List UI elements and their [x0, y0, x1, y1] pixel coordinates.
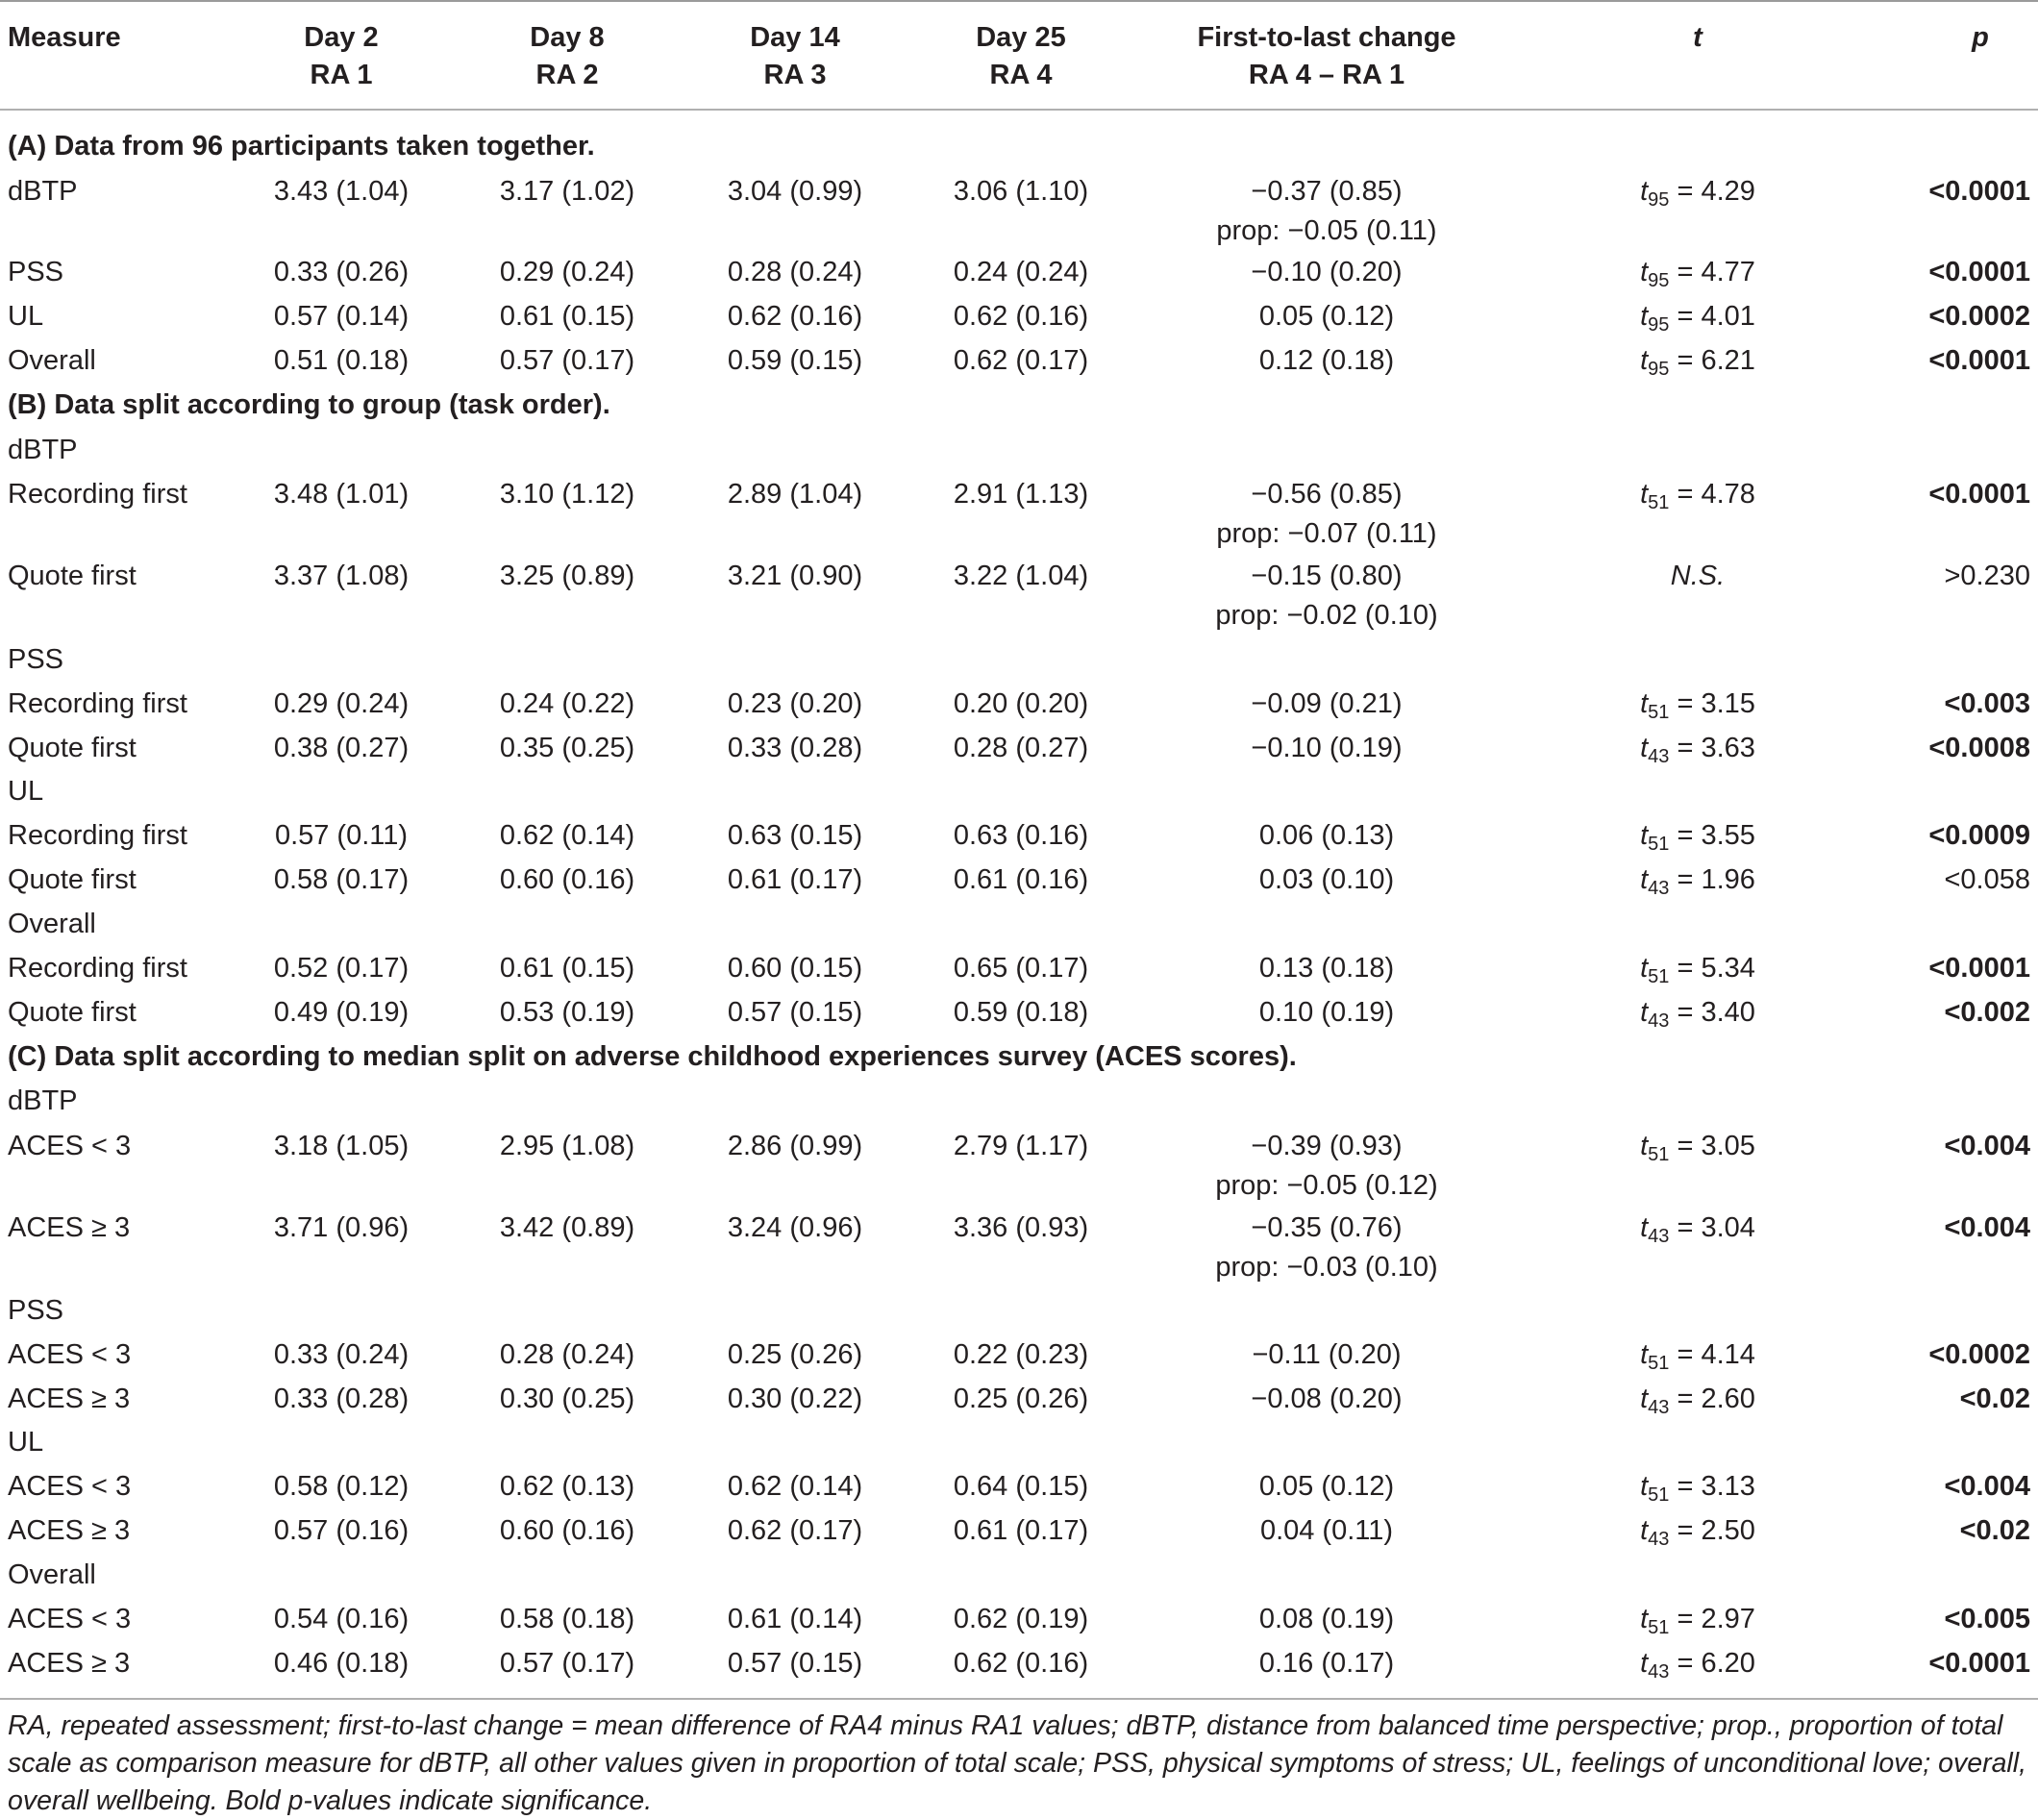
- row-label: Quote first: [8, 733, 137, 763]
- day2-value: 0.57 (0.14): [273, 301, 410, 332]
- row-label: Quote first: [8, 997, 137, 1028]
- t-value: = 4.77: [1669, 257, 1755, 287]
- t-df: 95: [1648, 314, 1670, 336]
- day25-value: 0.63 (0.16): [953, 820, 1089, 851]
- t-df: 43: [1648, 1661, 1670, 1683]
- day14-value: 0.60 (0.15): [727, 953, 863, 984]
- t-value: = 3.63: [1669, 733, 1755, 763]
- t-symbol: t: [1640, 345, 1649, 376]
- t-value: = 4.01: [1669, 301, 1755, 332]
- day25-value: 0.25 (0.26): [953, 1384, 1089, 1414]
- change-value: −0.56 (0.85): [1251, 479, 1403, 510]
- day14-value: 0.23 (0.20): [727, 688, 863, 719]
- table-row: [0, 769, 2038, 813]
- p-value: <0.0001: [1928, 257, 2030, 287]
- prop-value: prop: −0.05 (0.11): [1216, 215, 1437, 246]
- row-label: UL: [8, 776, 44, 807]
- row-label: PSS: [8, 644, 64, 675]
- table-row: [0, 1553, 2038, 1597]
- t-value: = 3.05: [1669, 1131, 1755, 1161]
- table-row: [0, 1206, 2038, 1250]
- t-value: = 4.29: [1669, 176, 1755, 207]
- day25-value: 0.62 (0.16): [953, 301, 1089, 332]
- section-heading: [0, 1035, 2038, 1079]
- day25-value: 0.64 (0.15): [953, 1471, 1089, 1502]
- day8-value: 0.60 (0.16): [499, 864, 635, 895]
- table-row: [0, 858, 2038, 902]
- p-value: <0.0001: [1928, 345, 2030, 376]
- t-symbol: t: [1640, 257, 1649, 287]
- day8-value: 0.24 (0.22): [499, 688, 635, 719]
- day8-value: 2.95 (1.08): [499, 1131, 635, 1161]
- t-value: = 6.20: [1669, 1648, 1755, 1679]
- header-day2: Day 2 RA 1: [304, 22, 379, 90]
- day2-value: 0.57 (0.11): [274, 820, 409, 851]
- day8-value: 0.53 (0.19): [499, 997, 635, 1028]
- day8-value: 0.62 (0.13): [499, 1471, 635, 1502]
- prop-value: prop: −0.03 (0.10): [1215, 1252, 1438, 1283]
- t-df: 95: [1648, 189, 1670, 211]
- day2-value: 0.58 (0.12): [273, 1471, 410, 1502]
- day2-value: 0.49 (0.19): [273, 997, 410, 1028]
- row-label: ACES < 3: [8, 1471, 132, 1502]
- row-label: ACES ≥ 3: [8, 1648, 131, 1679]
- day2-value: 0.46 (0.18): [273, 1648, 410, 1679]
- t-symbol: t: [1640, 479, 1649, 510]
- day2-value: 3.43 (1.04): [273, 176, 410, 207]
- p-value: <0.02: [1959, 1384, 2030, 1414]
- day2-value: 0.38 (0.27): [273, 733, 410, 763]
- table-row: [0, 1124, 2038, 1168]
- row-label: dBTP: [8, 1085, 78, 1116]
- t-symbol: t: [1640, 1515, 1649, 1546]
- t-statistic: [1553, 1206, 1842, 1259]
- row-label: ACES ≥ 3: [8, 1515, 131, 1546]
- row-label: Quote first: [8, 561, 137, 591]
- table-row: [0, 294, 2038, 338]
- p-value: <0.0001: [1928, 1648, 2030, 1679]
- day25-value: 0.22 (0.23): [953, 1339, 1089, 1370]
- day25-value: 0.59 (0.18): [953, 997, 1089, 1028]
- t-df: 51: [1648, 1144, 1670, 1165]
- p-value: <0.003: [1944, 688, 2030, 719]
- table-row: [0, 169, 2038, 213]
- change-value: 0.05 (0.12): [1258, 301, 1395, 332]
- p-value: <0.058: [1944, 864, 2030, 895]
- day8-value: 0.61 (0.15): [499, 953, 635, 984]
- table-row: [0, 1508, 2038, 1553]
- t-df: 43: [1648, 1010, 1670, 1032]
- change-value: 0.16 (0.17): [1258, 1648, 1395, 1679]
- day25-value: 3.36 (0.93): [953, 1212, 1089, 1243]
- header-day14: Day 14 RA 3: [750, 22, 840, 90]
- table-row: [0, 472, 2038, 516]
- day14-value: 0.30 (0.22): [727, 1384, 863, 1414]
- t-df: 51: [1648, 1484, 1670, 1506]
- change-value: −0.09 (0.21): [1251, 688, 1403, 719]
- prop-value: prop: −0.05 (0.12): [1215, 1170, 1438, 1201]
- day25-value: 3.06 (1.10): [953, 176, 1089, 207]
- day2-value: 0.52 (0.17): [273, 953, 410, 984]
- t-symbol: t: [1640, 176, 1649, 207]
- day14-value: 0.62 (0.14): [727, 1471, 863, 1502]
- t-df: 43: [1648, 1397, 1670, 1418]
- table-row: [0, 813, 2038, 858]
- prop-value: prop: −0.02 (0.10): [1215, 600, 1438, 631]
- t-df: 51: [1648, 1617, 1670, 1638]
- t-statistic: [1553, 554, 1842, 598]
- change-value: −0.39 (0.93): [1251, 1131, 1403, 1161]
- day25-value: 2.91 (1.13): [953, 479, 1089, 510]
- change-value: −0.35 (0.76): [1251, 1212, 1403, 1243]
- t-statistic: [1553, 1124, 1842, 1177]
- day25-value: 0.61 (0.16): [953, 864, 1089, 895]
- t-df: 95: [1648, 359, 1670, 380]
- p-value: >0.230: [1944, 561, 2030, 591]
- row-label: ACES < 3: [8, 1131, 132, 1161]
- t-df: 51: [1648, 492, 1670, 513]
- change-value: −0.10 (0.20): [1251, 257, 1403, 287]
- t-symbol: t: [1640, 733, 1649, 763]
- day25-value: 0.61 (0.17): [953, 1515, 1089, 1546]
- day14-value: 0.33 (0.28): [727, 733, 863, 763]
- table-row: [0, 1288, 2038, 1333]
- day2-value: 0.58 (0.17): [273, 864, 410, 895]
- row-label: Recording first: [8, 688, 187, 719]
- t-symbol: t: [1640, 1471, 1649, 1502]
- day25-value: 0.62 (0.19): [953, 1604, 1089, 1634]
- day14-value: 0.59 (0.15): [727, 345, 863, 376]
- t-symbol: t: [1640, 953, 1649, 984]
- row-label: dBTP: [8, 176, 78, 207]
- t-value: = 1.96: [1669, 864, 1755, 895]
- day25-value: 0.62 (0.17): [953, 345, 1089, 376]
- t-value: = 6.21: [1669, 345, 1755, 376]
- row-label: Recording first: [8, 953, 187, 984]
- table-row: [0, 338, 2038, 383]
- day14-value: 2.86 (0.99): [727, 1131, 863, 1161]
- bottom-rule: [0, 1698, 2038, 1700]
- table-row: [0, 1597, 2038, 1641]
- change-value: 0.05 (0.12): [1258, 1471, 1395, 1502]
- table-row: [0, 1420, 2038, 1464]
- day14-value: 2.89 (1.04): [727, 479, 863, 510]
- header-rule: [0, 109, 2038, 111]
- p-value: <0.005: [1944, 1604, 2030, 1634]
- t-symbol: t: [1640, 301, 1649, 332]
- p-value: <0.0001: [1928, 953, 2030, 984]
- t-symbol: t: [1640, 820, 1649, 851]
- day25-value: 3.22 (1.04): [953, 561, 1089, 591]
- day8-value: 0.62 (0.14): [499, 820, 635, 851]
- day8-value: 0.29 (0.24): [499, 257, 635, 287]
- t-value: = 3.15: [1669, 688, 1755, 719]
- row-label: ACES < 3: [8, 1339, 132, 1370]
- row-label: UL: [8, 1427, 44, 1458]
- day14-value: 0.57 (0.15): [727, 1648, 863, 1679]
- section-title: (B) Data split according to group (task order).: [8, 389, 610, 420]
- t-value: = 3.55: [1669, 820, 1755, 851]
- t-df: 43: [1648, 878, 1670, 899]
- t-symbol: t: [1640, 1212, 1649, 1243]
- row-label: PSS: [8, 1295, 64, 1326]
- t-symbol: t: [1640, 1648, 1649, 1679]
- p-value: <0.0002: [1928, 301, 2030, 332]
- day2-value: 0.33 (0.24): [273, 1339, 410, 1370]
- t-df: 51: [1648, 966, 1670, 987]
- day14-value: 3.24 (0.96): [727, 1212, 863, 1243]
- t-value: = 3.04: [1669, 1212, 1755, 1243]
- day25-value: 2.79 (1.17): [953, 1131, 1089, 1161]
- day14-value: 0.61 (0.17): [727, 864, 863, 895]
- day14-value: 0.62 (0.16): [727, 301, 863, 332]
- header-p: p: [1972, 22, 1989, 53]
- change-value: 0.13 (0.18): [1258, 953, 1395, 984]
- header-change: First-to-last change RA 4 – RA 1: [1197, 22, 1456, 90]
- table-row: [0, 428, 2038, 472]
- p-value: <0.0008: [1928, 733, 2030, 763]
- t-symbol: t: [1640, 1131, 1649, 1161]
- change-value: 0.08 (0.19): [1258, 1604, 1395, 1634]
- section-title: (C) Data split according to median split on adverse childhood experiences survey (ACES scores).: [8, 1041, 1297, 1072]
- day8-value: 0.57 (0.17): [499, 1648, 635, 1679]
- day8-value: 3.10 (1.12): [499, 479, 635, 510]
- table-row: [0, 682, 2038, 726]
- t-symbol: t: [1640, 1604, 1649, 1634]
- day2-value: 3.48 (1.01): [273, 479, 410, 510]
- day8-value: 0.28 (0.24): [499, 1339, 635, 1370]
- header-day25: Day 25 RA 4: [976, 22, 1066, 90]
- day8-value: 0.30 (0.25): [499, 1384, 635, 1414]
- change-value: −0.15 (0.80): [1251, 561, 1403, 591]
- table-row: [0, 902, 2038, 946]
- t-symbol: t: [1640, 1339, 1649, 1370]
- table-row: [0, 1377, 2038, 1421]
- change-value: 0.12 (0.18): [1258, 345, 1395, 376]
- change-value: −0.10 (0.19): [1251, 733, 1403, 763]
- section-heading: [0, 383, 2038, 427]
- day2-value: 0.57 (0.16): [273, 1515, 410, 1546]
- change-value: 0.10 (0.19): [1258, 997, 1395, 1028]
- section-heading: [0, 124, 2038, 168]
- p-value: <0.004: [1944, 1212, 2030, 1243]
- t-df: 43: [1648, 746, 1670, 767]
- table-row: [0, 637, 2038, 682]
- day14-value: 0.62 (0.17): [727, 1515, 863, 1546]
- table-row: [0, 250, 2038, 294]
- row-label: Recording first: [8, 820, 187, 851]
- day8-value: 3.25 (0.89): [499, 561, 635, 591]
- t-df: 43: [1648, 1529, 1670, 1550]
- day2-value: 0.54 (0.16): [273, 1604, 410, 1634]
- day25-value: 0.65 (0.17): [953, 953, 1089, 984]
- table-row: [0, 726, 2038, 770]
- day25-value: 0.20 (0.20): [953, 688, 1089, 719]
- header-t: t: [1693, 22, 1702, 53]
- day14-value: 0.57 (0.15): [727, 997, 863, 1028]
- day8-value: 0.61 (0.15): [499, 301, 635, 332]
- t-value: = 4.14: [1669, 1339, 1755, 1370]
- p-value: <0.002: [1944, 997, 2030, 1028]
- header-measure: Measure: [8, 22, 121, 53]
- t-value: = 2.50: [1669, 1515, 1755, 1546]
- t-statistic: [1553, 1641, 1842, 1694]
- t-value: = 3.40: [1669, 997, 1755, 1028]
- p-value: <0.02: [1959, 1515, 2030, 1546]
- table-row: [0, 990, 2038, 1035]
- t-value: = 2.97: [1669, 1604, 1755, 1634]
- change-value: −0.08 (0.20): [1251, 1384, 1403, 1414]
- day14-value: 3.04 (0.99): [727, 176, 863, 207]
- row-label: ACES ≥ 3: [8, 1212, 131, 1243]
- row-label: Overall: [8, 1559, 96, 1590]
- day2-value: 3.71 (0.96): [273, 1212, 410, 1243]
- header-day8: Day 8 RA 2: [530, 22, 605, 90]
- p-value: <0.0001: [1928, 479, 2030, 510]
- day2-value: 3.18 (1.05): [273, 1131, 410, 1161]
- row-label: ACES < 3: [8, 1604, 132, 1634]
- row-label: ACES ≥ 3: [8, 1384, 131, 1414]
- t-not-significant: N.S.: [1670, 561, 1726, 591]
- p-value: <0.0001: [1928, 176, 2030, 207]
- t-value: = 5.34: [1669, 953, 1755, 984]
- row-label: UL: [8, 301, 44, 332]
- day8-value: 0.57 (0.17): [499, 345, 635, 376]
- t-df: 51: [1648, 1353, 1670, 1374]
- day8-value: 0.35 (0.25): [499, 733, 635, 763]
- change-value: 0.06 (0.13): [1258, 820, 1395, 851]
- row-label: Overall: [8, 909, 96, 939]
- change-value: 0.04 (0.11): [1259, 1515, 1394, 1546]
- p-value: <0.004: [1944, 1131, 2030, 1161]
- t-value: = 2.60: [1669, 1384, 1755, 1414]
- t-symbol: t: [1640, 1384, 1649, 1414]
- table-row: [0, 1464, 2038, 1508]
- day14-value: 0.61 (0.14): [727, 1604, 863, 1634]
- row-label: Recording first: [8, 479, 187, 510]
- p-value: <0.0002: [1928, 1339, 2030, 1370]
- t-df: 51: [1648, 702, 1670, 723]
- day2-value: 0.51 (0.18): [273, 345, 410, 376]
- row-label: Overall: [8, 345, 96, 376]
- p-value: <0.0009: [1928, 820, 2030, 851]
- row-label: PSS: [8, 257, 64, 287]
- t-value: = 3.13: [1669, 1471, 1755, 1502]
- day2-value: 0.33 (0.28): [273, 1384, 410, 1414]
- day8-value: 3.42 (0.89): [499, 1212, 635, 1243]
- day2-value: 0.29 (0.24): [273, 688, 410, 719]
- day25-value: 0.28 (0.27): [953, 733, 1089, 763]
- day8-value: 3.17 (1.02): [499, 176, 635, 207]
- row-label: Quote first: [8, 864, 137, 895]
- day8-value: 0.60 (0.16): [499, 1515, 635, 1546]
- day2-value: 3.37 (1.08): [273, 561, 410, 591]
- day25-value: 0.62 (0.16): [953, 1648, 1089, 1679]
- day14-value: 0.63 (0.15): [727, 820, 863, 851]
- table-row: [0, 1079, 2038, 1123]
- table-row: [0, 946, 2038, 990]
- row-label: dBTP: [8, 435, 78, 465]
- t-df: 51: [1648, 834, 1670, 855]
- day8-value: 0.58 (0.18): [499, 1604, 635, 1634]
- t-statistic: [1553, 472, 1842, 525]
- change-value: −0.11 (0.20): [1252, 1339, 1402, 1370]
- day14-value: 0.25 (0.26): [727, 1339, 863, 1370]
- change-value: −0.37 (0.85): [1251, 176, 1403, 207]
- t-symbol: t: [1640, 688, 1649, 719]
- t-value: = 4.78: [1669, 479, 1755, 510]
- t-df: 43: [1648, 1226, 1670, 1247]
- t-symbol: t: [1640, 997, 1649, 1028]
- table-footnote: RA, repeated assessment; first-to-last change = mean difference of RA4 minus RA1 values; dBTP, distance from balanced time perspective; prop., proportion of total scale as comparison measure for dBTP, all other values given in proportion of total scale; PSS, physical symptoms of stress; UL, feelings of unconditional love; overall, overall wellbeing. Bold p-values indicate significance.: [8, 1710, 2027, 1816]
- day2-value: 0.33 (0.26): [273, 257, 410, 287]
- prop-value: prop: −0.07 (0.11): [1216, 518, 1437, 549]
- table-row: [0, 554, 2038, 598]
- day14-value: 3.21 (0.90): [727, 561, 863, 591]
- t-symbol: t: [1640, 864, 1649, 895]
- change-value: 0.03 (0.10): [1258, 864, 1395, 895]
- section-title: (A) Data from 96 participants taken together.: [8, 131, 595, 162]
- table-row: [0, 1641, 2038, 1685]
- day14-value: 0.28 (0.24): [727, 257, 863, 287]
- t-statistic: [1553, 169, 1842, 222]
- table-row: [0, 1333, 2038, 1377]
- t-df: 95: [1648, 270, 1670, 291]
- p-value: <0.004: [1944, 1471, 2030, 1502]
- day25-value: 0.24 (0.24): [953, 257, 1089, 287]
- top-rule: [0, 0, 2038, 2]
